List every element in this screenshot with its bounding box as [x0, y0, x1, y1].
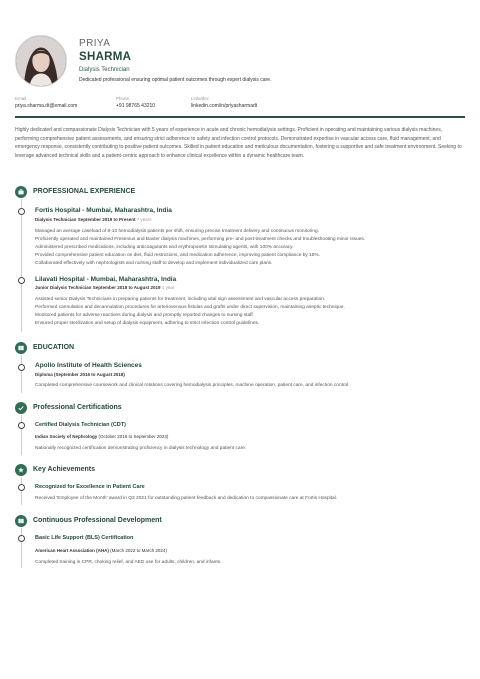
experience-role: Junior Dialysis Technician — [35, 285, 92, 290]
experience-dates: September 2019 to Present — [77, 217, 136, 222]
development-name: Basic Life Support (BLS) Certification — [35, 535, 134, 541]
timeline-dot — [18, 535, 25, 542]
profile-photo-icon — [16, 36, 66, 86]
book-icon — [15, 515, 27, 527]
contact-email-label: Email: — [15, 96, 28, 101]
experience-role: Dialysis Technician — [35, 217, 77, 222]
contact-phone-value[interactable]: +91 98765 43210 — [116, 103, 156, 109]
avatar — [15, 35, 67, 87]
certification-dates: (October 2018 to September 2023) — [98, 434, 169, 439]
development-timeline — [21, 528, 22, 568]
achievement-name: Recognized for Excellence in Patient Care — [35, 484, 145, 490]
experience-timeline — [21, 199, 22, 332]
list-item: Performed cannulation and decannulation procedures for arteriovenous fistulas and grafts under direct supervision, maintaining aseptic technique. — [35, 304, 345, 310]
education-degree: Diploma — [35, 372, 53, 377]
certification-issuer-line — [35, 434, 168, 439]
certification-name: Certified Dialysis Technician (CDT) — [35, 422, 126, 428]
education-dates: (September 2016 to August 2018) — [54, 372, 125, 377]
experience-duration: 7 years — [136, 217, 152, 222]
section-development-title: Continuous Professional Development — [33, 517, 162, 524]
tagline: Dedicated professional ensuring optimal patient outcomes through expert dialysis care. — [79, 77, 272, 83]
list-item: Collaborated effectively with nephrologists and nursing staff to develop and implement individualized care plans. — [35, 260, 273, 266]
timeline-dot — [18, 422, 25, 429]
section-achievements-title: Key Achievements — [33, 466, 95, 473]
certificate-icon — [15, 402, 27, 414]
development-issuer: American Heart Association (AHA) — [35, 548, 109, 553]
contact-email[interactable] — [15, 96, 77, 109]
contact-email-value[interactable]: priya.sharma.dt@email.com — [15, 103, 78, 109]
achievements-timeline — [21, 477, 22, 505]
list-item: Proficiently operated and maintained Fresenius and Baxter dialysis machines, performing pre- and post-treatment checks and troubleshooting minor issues. — [35, 236, 366, 242]
briefcase-icon — [15, 186, 27, 198]
experience-role-line — [35, 285, 174, 290]
last-name: SHARMA — [79, 51, 132, 63]
header-divider — [15, 116, 465, 118]
contact-phone-label: Phone: — [116, 96, 131, 101]
list-item: Ensured proper sterilization and setup of dialysis equipment, adhering to strict infection control guidelines. — [35, 320, 260, 326]
timeline-dot — [18, 364, 25, 371]
summary-paragraph: Highly dedicated and compassionate Dialysis Technician with 5 years of experience in acute and chronic hemodialysis settings. Proficient in operating and maintaining various dialysis machines, performing comprehensive patient assessments, and ensuring strict adherence to safety and infection control protocols. Demonstrated expertise in vascular access care, fluid management, and emergency response, consistently contributing to positive patient outcomes. Skilled in patient education and meticulous documentation, fostering a supportive and safe treatment environment. Seeking to leverage advanced technical skills and a patient-centric approach to enhance clinical excellence within a dynamic healthcare team. — [15, 127, 462, 159]
development-dates: (March 2022 to March 2024) — [110, 548, 167, 553]
first-name: PRIYA — [79, 38, 111, 49]
experience-bullets — [35, 228, 465, 268]
list-item: Managed an average caseload of 8-10 hemodialysis patients per shift, ensuring precise treatment delivery and continuous monitoring. — [35, 229, 319, 234]
resume-header — [15, 35, 465, 87]
timeline-dot — [18, 484, 25, 491]
section-experience-title: PROFESSIONAL EXPERIENCE — [33, 188, 136, 195]
development-description: Completed training in CPR, choking relief, and AED use for adults, children, and infants. — [35, 560, 222, 565]
certification-issuer: Indian Society of Nephrology — [35, 434, 98, 439]
achievement-description: Received 'Employee of the Month' award in Q3 2021 for outstanding patient feedback and dedication to compassionate care at Fortis Hospital. — [35, 496, 338, 501]
job-title: Dialysis Technician — [79, 67, 130, 73]
experience-duration: 1 year — [161, 285, 175, 290]
experience-org: Fortis Hospital - Mumbai, Maharashtra, India — [35, 207, 172, 214]
section-education-title: EDUCATION — [33, 344, 75, 351]
education-institution: Apollo Institute of Health Sciences — [35, 362, 142, 369]
book-icon — [15, 342, 27, 354]
education-degree-line — [35, 372, 125, 377]
certification-description: Nationally recognized certification demonstrating proficiency in dialysis technology and patient care. — [35, 446, 247, 451]
experience-bullets — [35, 296, 465, 328]
experience-role-line — [35, 217, 152, 222]
timeline-dot — [18, 277, 25, 284]
certifications-timeline — [21, 415, 22, 455]
contact-phone[interactable] — [116, 96, 155, 109]
contact-bar — [15, 96, 465, 116]
timeline-dot — [18, 208, 25, 215]
contact-linkedin-value[interactable]: linkedin.com/in/priyasharmadt — [191, 103, 258, 109]
experience-org: Lilavati Hospital - Mumbai, Maharashtra, India — [35, 276, 177, 283]
list-item: Assisted senior Dialysis Technicians in preparing patients for treatment, including vital sign assessment and vascular access preparation. — [35, 297, 326, 302]
contact-linkedin-label: LinkedIn: — [191, 96, 210, 101]
list-item: Provided comprehensive patient education on diet, fluid restrictions, and medication adherence, improving patient compliance by 15%. — [35, 252, 321, 258]
education-timeline — [21, 355, 22, 393]
section-certifications-title: Professional Certifications — [33, 404, 122, 411]
contact-linkedin[interactable] — [191, 96, 257, 109]
list-item: Administered prescribed medications, including anticoagulants and erythropoietin stimulating agents, with 100% accuracy. — [35, 244, 294, 250]
experience-dates: September 2018 to August 2019 — [92, 285, 161, 290]
education-description: Completed comprehensive coursework and clinical rotations covering hemodialysis principles, machine operation, patient care, and infection control. — [35, 383, 350, 388]
list-item: Monitored patients for adverse reactions during dialysis and promptly reported changes to nursing staff. — [35, 312, 255, 318]
star-icon — [15, 464, 27, 476]
development-issuer-line — [35, 548, 167, 553]
